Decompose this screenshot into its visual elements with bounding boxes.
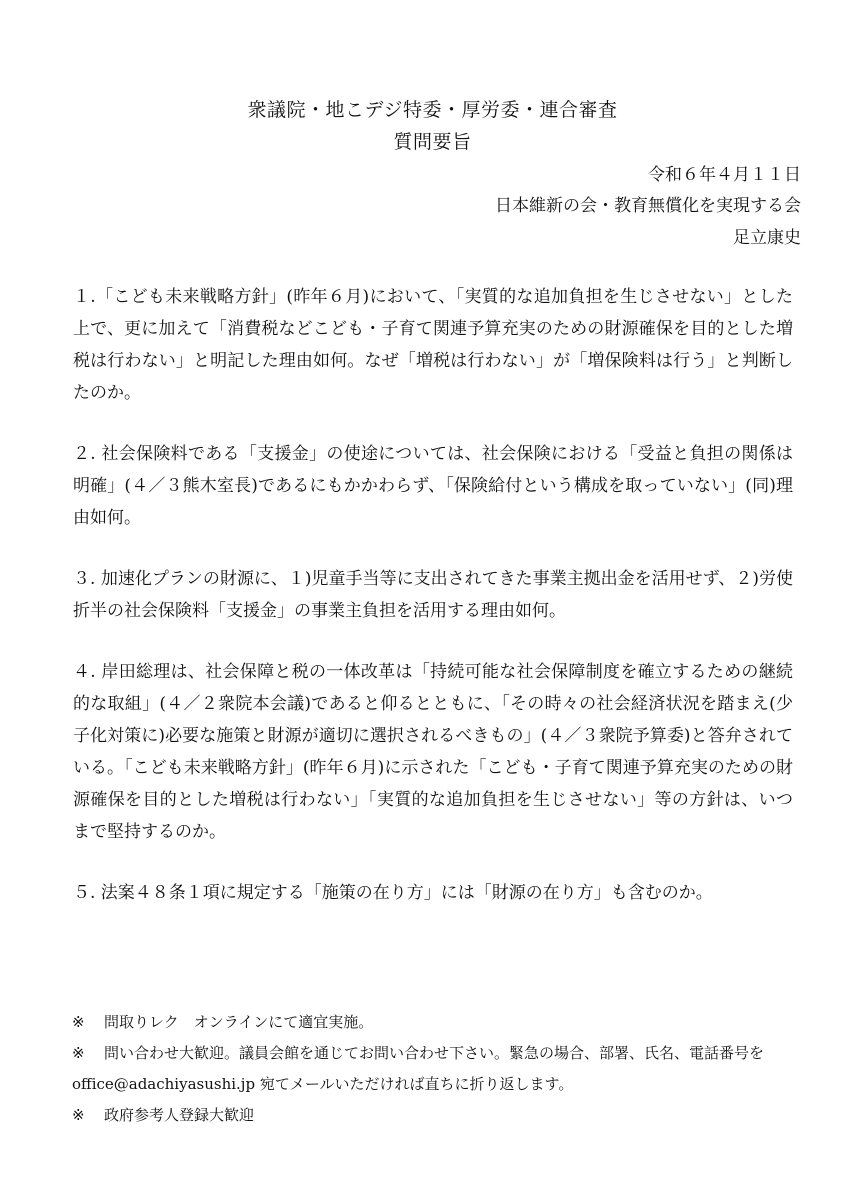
note-mark: ※ (72, 1106, 85, 1124)
note-item (72, 1038, 802, 1100)
document-organization: 日本維新の会・教育無償化を実現する会 (495, 196, 801, 216)
question-2: ２. 社会保険料である「支援金」の使途については、社会保険における「受益と負担の関係は明確」(４／３熊木室長)であるにもかかわらず、「保険給付という構成を取っていない」(同)理由如何。 (73, 444, 793, 528)
note-item (72, 1100, 802, 1131)
question-1: １.「こども未来戦略方針」(昨年６月)において、「実質的な追加負担を生じさせない」とした上で、更に加えて「消費税などこども・子育て関連予算充実のための財源確保を目的とした増税は行わない」と明記した理由如何。なぜ「増税は行わない」が「増保険料は行う」と判断したのか。 (73, 287, 793, 403)
note-text: 問取りレク オンラインにて適宜実施。 (104, 1013, 374, 1031)
document-title: 衆議院・地こデジ特委・厚労委・連合審査 (247, 99, 618, 121)
document-subtitle: 質問要旨 (393, 131, 472, 153)
note-item (72, 1007, 802, 1038)
document-date: 令和６年４月１１日 (648, 165, 801, 185)
note-text: 問い合わせ大歓迎。議員会館を通じてお問い合わせ下さい。緊急の場合、部署、氏名、電話番号を office@adachiyasushi.jp 宛てメールいただければ直ちに折り返します。 (72, 1044, 765, 1093)
document-author: 足立康史 (733, 228, 801, 248)
note-mark: ※ (72, 1044, 85, 1062)
question-4: ４. 岸田総理は、社会保障と税の一体改革は「持続可能な社会保障制度を確立するための継続的な取組」(４／２衆院本会議)であると仰るとともに、「その時々の社会経済状況を踏まえ(少子化対策に)必要な施策と財源が適切に選択されるべきもの」(４／３衆院予算委)と答弁されている。「こども未来戦略方針」(昨年６月)に示された「こども・子育て関連予算充実のための財源確保を目的とした増税は行わない」「実質的な追加負担を生じさせない」等の方針は、いつまで堅持するのか。 (73, 662, 793, 842)
note-mark: ※ (72, 1013, 85, 1031)
question-list (73, 281, 793, 938)
question-3: ３. 加速化プランの財源に、１)児童手当等に支出されてきた事業主拠出金を活用せず、２)労使折半の社会保険料「支援金」の事業主負担を活用する理由如何。 (73, 569, 793, 621)
note-text: 政府参考人登録大歓迎 (104, 1106, 255, 1124)
notes-section (72, 1007, 802, 1131)
question-5: ５. 法案４８条１項に規定する「施策の在り方」には「財源の在り方」も含むのか。 (73, 883, 713, 903)
